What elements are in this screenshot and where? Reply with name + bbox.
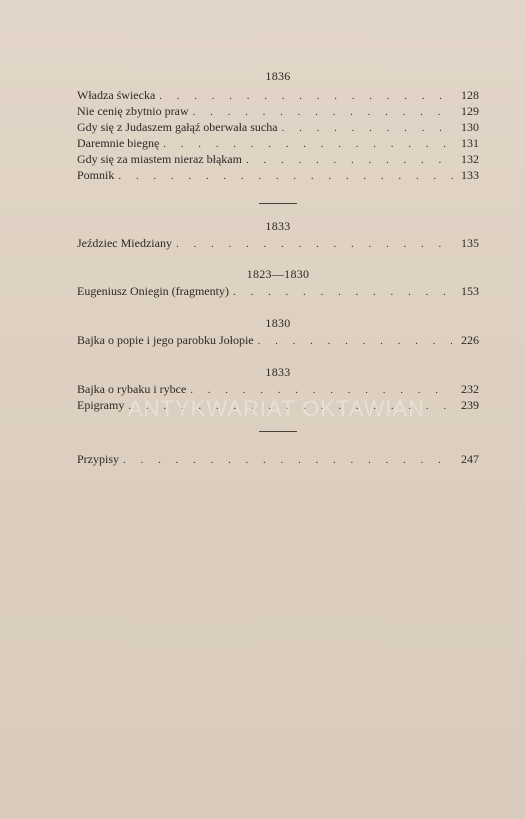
entry-title: Daremnie biegnę bbox=[77, 136, 160, 150]
toc-entry-notes bbox=[77, 451, 479, 467]
toc-entry bbox=[77, 151, 479, 167]
section-divider bbox=[259, 203, 297, 204]
entry-title: Epigramy bbox=[77, 398, 125, 412]
leader-dots bbox=[176, 236, 453, 252]
watermark-text: ANTYKWARIAT OKTAWIAN bbox=[128, 396, 426, 421]
entry-title: Eugeniusz Oniegin (fragmenty) bbox=[77, 284, 229, 298]
leader-dots bbox=[246, 152, 453, 168]
toc-entry bbox=[77, 87, 479, 103]
section-year: 1833 bbox=[265, 365, 291, 379]
entry-page: 232 bbox=[461, 382, 479, 396]
toc-entry bbox=[77, 119, 479, 135]
section-year: 1833 bbox=[265, 219, 291, 233]
toc-entry bbox=[77, 235, 479, 251]
toc-entry bbox=[77, 381, 479, 397]
entry-title: Władza świecka bbox=[77, 88, 156, 102]
toc-entry bbox=[77, 283, 479, 299]
entry-page: 239 bbox=[461, 398, 479, 412]
entry-page: 153 bbox=[461, 284, 479, 298]
section-divider bbox=[259, 431, 297, 432]
entry-page: 131 bbox=[461, 136, 479, 150]
entry-page: 130 bbox=[461, 120, 479, 134]
leader-dots bbox=[193, 104, 453, 120]
section-year: 1830 bbox=[265, 316, 291, 330]
section-year: 1823—1830 bbox=[246, 267, 310, 281]
leader-dots bbox=[282, 120, 453, 136]
entry-page: 129 bbox=[461, 104, 479, 118]
entry-page: 135 bbox=[461, 236, 479, 250]
leader-dots bbox=[163, 136, 453, 152]
entry-title: Bajka o popie i jego parobku Jołopie bbox=[77, 333, 254, 347]
entry-title: Przypisy bbox=[77, 452, 119, 466]
entry-title: Gdy się za miastem nieraz błąkam bbox=[77, 152, 242, 166]
toc-entry bbox=[77, 135, 479, 151]
entry-title: Pomnik bbox=[77, 168, 115, 182]
leader-dots bbox=[118, 168, 453, 184]
entry-page: 247 bbox=[461, 452, 479, 466]
entry-page: 128 bbox=[461, 88, 479, 102]
entry-page: 132 bbox=[461, 152, 479, 166]
leader-dots bbox=[159, 88, 453, 104]
entry-title: Nie cenię zbytnio praw bbox=[77, 104, 189, 118]
entry-page: 133 bbox=[461, 168, 479, 182]
entry-title: Bajka o rybaku i rybce bbox=[77, 382, 187, 396]
toc-entry bbox=[77, 332, 479, 348]
toc-entry bbox=[77, 167, 479, 183]
toc-entry bbox=[77, 103, 479, 119]
leader-dots bbox=[233, 284, 453, 300]
leader-dots bbox=[258, 333, 453, 349]
leader-dots bbox=[123, 452, 453, 468]
entry-title: Jeździec Miedziany bbox=[77, 236, 172, 250]
section-year: 1836 bbox=[265, 69, 291, 83]
entry-title: Gdy się z Judaszem gałąź oberwała sucha bbox=[77, 120, 278, 134]
entry-page: 226 bbox=[461, 333, 479, 347]
